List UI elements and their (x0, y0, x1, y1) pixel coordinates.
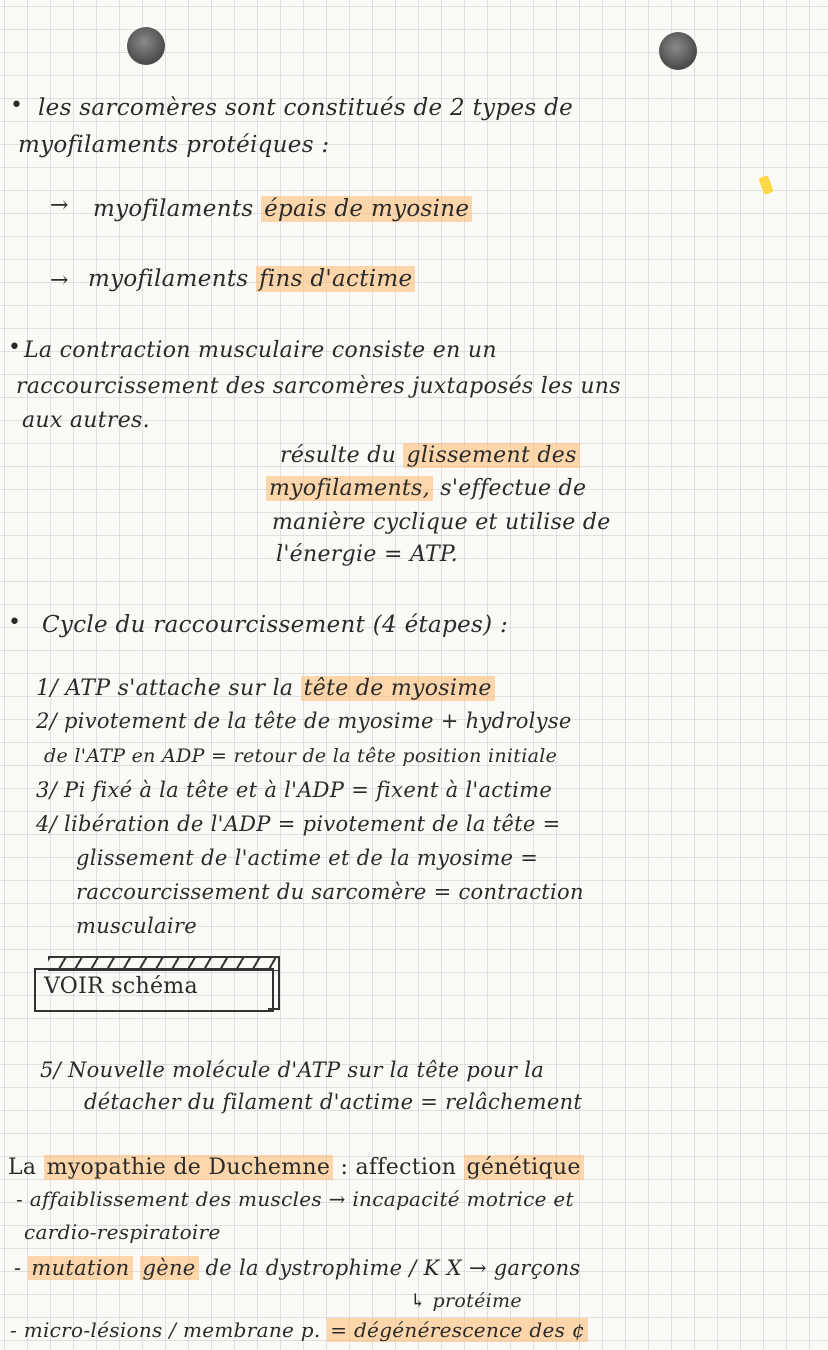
item2 (88, 266, 415, 292)
section2-sub4: l'énergie = ATP. (276, 542, 458, 567)
duchenne-line6-plain: - micro-lésions / membrane p. (10, 1318, 321, 1342)
duchenne-line5: ↳ protéime (410, 1290, 522, 1312)
binder-hole-right (659, 32, 697, 70)
bullet: • (8, 610, 22, 635)
step4-d: musculaire (76, 914, 197, 938)
mutation-highlight: mutation (28, 1256, 132, 1280)
voir-schema-label: VOIR schéma (44, 974, 198, 999)
section2-line1: La contraction musculaire consiste en un (24, 338, 497, 363)
section1-line1: les sarcomères sont constitués de 2 types de (38, 95, 574, 121)
voir-schema-box-side (268, 956, 280, 1010)
item1-plain: myofilaments (93, 196, 254, 222)
step4-b: glissement de l'actime et de la myosime = (76, 846, 539, 870)
sub2-highlight: myofilaments, (266, 476, 433, 501)
dash: - (14, 1256, 22, 1280)
duchenne-la: La (8, 1155, 37, 1180)
gene-highlight: gène (140, 1256, 199, 1280)
binder-hole-left (127, 27, 165, 65)
step2-b: de l'ATP en ADP = retour de la tête position initiale (44, 745, 558, 767)
step1-highlight: tête de myosime (301, 676, 495, 701)
duchenne-line1 (8, 1155, 584, 1180)
duchenne-line4 (14, 1256, 581, 1280)
duchenne-line6 (10, 1318, 588, 1342)
bullet: • (10, 93, 24, 118)
section2-sub2 (266, 476, 586, 501)
step3: 3/ Pi fixé à la tête et à l'ADP = fixent à l'actime (36, 778, 553, 802)
item1 (93, 196, 472, 222)
arrow-icon: → (50, 193, 69, 218)
step2-a: 2/ pivotement de la tête de myosime + hydrolyse (36, 709, 572, 733)
item2-highlight: fins d'actime (256, 266, 415, 292)
step1 (36, 676, 495, 701)
sub2-plain: s'effectue de (440, 476, 587, 501)
sub1-highlight: glissement des (403, 443, 579, 468)
duchenne-line6-highlight: = dégénérescence des ¢ (327, 1318, 588, 1342)
bullet: • (8, 335, 22, 360)
step4-a: 4/ libération de l'ADP = pivotement de la tête = (36, 812, 561, 836)
item1-highlight: épais de myosine (261, 196, 472, 222)
section2-line3: aux autres. (22, 408, 150, 433)
section1-line2: myofilaments protéiques : (18, 132, 330, 158)
duchenne-highlight2: génétique (464, 1155, 584, 1180)
cycle-title: Cycle du raccourcissement (4 étapes) : (42, 612, 509, 638)
duchenne-line2: - affaiblissement des muscles → incapacité motrice et (16, 1187, 574, 1211)
duchenne-line4-rest: de la dystrophime / K X → garçons (205, 1256, 581, 1280)
step1-plain: 1/ ATP s'attache sur la (36, 676, 294, 701)
section2-line2: raccourcissement des sarcomères juxtaposés les uns (16, 374, 621, 399)
step5-b: détacher du filament d'actime = relâchement (84, 1090, 583, 1114)
yellow-marker-stroke (758, 175, 774, 195)
arrow-icon: → (50, 268, 69, 293)
section2-sub3: manière cyclique et utilise de (272, 510, 611, 535)
sub1-plain: résulte du (280, 443, 397, 468)
duchenne-line3: cardio-respiratoire (24, 1220, 221, 1244)
step5-a: 5/ Nouvelle molécule d'ATP sur la tête pour la (40, 1058, 545, 1082)
step4-c: raccourcissement du sarcomère = contraction (76, 880, 584, 904)
duchenne-highlight1: myopathie de Duchemne (44, 1155, 334, 1180)
item2-plain: myofilaments (88, 266, 249, 292)
section2-sub1 (280, 443, 580, 468)
duchenne-affection: : affection (340, 1155, 457, 1180)
